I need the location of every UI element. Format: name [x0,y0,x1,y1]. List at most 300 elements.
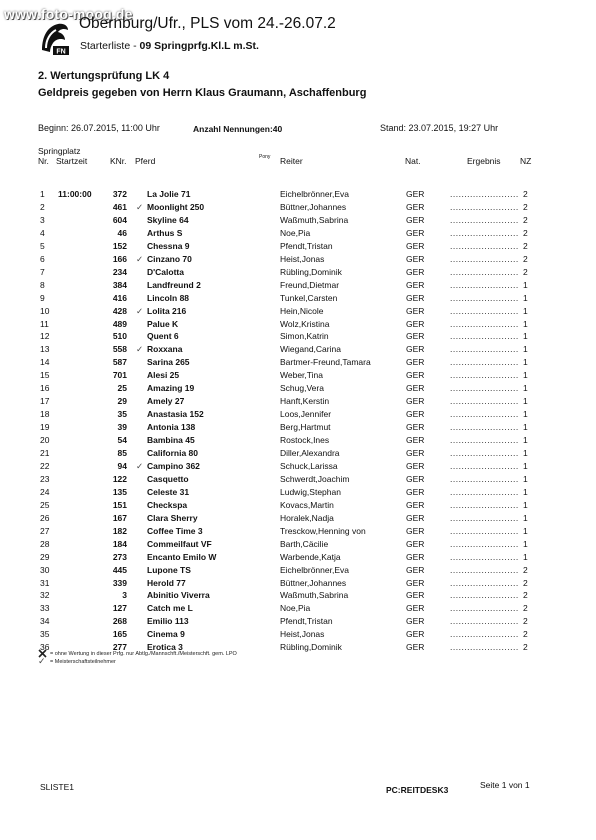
row-nz: 1 [523,357,528,368]
row-ergebnis: ........................ [450,486,519,497]
footer-pc-name: PC:REITDESK3 [386,785,449,795]
row-nat: GER [406,551,425,562]
entries-count: Anzahl Nennungen:40 [193,124,283,134]
row-rider: Freund,Dietmar [280,279,340,290]
row-horse: Catch me L [147,603,193,614]
row-horse: Alesi 25 [147,370,180,381]
row-nr: 1 [40,189,45,199]
row-rider: Eichelbrönner,Eva [280,189,349,199]
row-nz: 1 [523,318,528,329]
table-row [0,370,596,382]
row-rider: Hein,Nicole [280,305,324,316]
row-rider: Ludwig,Stephan [280,486,341,497]
legend-championship: = Meisterschaftsteilnehmer [50,659,116,665]
row-horse: Cinema 9 [147,629,185,640]
row-knr: 510 [112,331,127,342]
row-ergebnis: ........................ [450,629,519,640]
row-nz: 1 [523,499,528,510]
row-nr: 8 [40,279,45,290]
row-nat: GER [406,603,425,614]
row-nat: GER [406,435,425,446]
row-nz: 1 [523,331,528,342]
col-startzeit: Startzeit [56,156,88,166]
row-nz: 1 [523,551,528,562]
row-nat: GER [406,642,425,653]
row-nz: 2 [523,227,528,238]
row-ergebnis: ........................ [450,370,519,381]
row-ergebnis: ........................ [450,525,519,536]
row-nr: 11 [40,318,49,329]
row-knr: 701 [112,370,127,381]
row-rider: Pfendt,Tristan [280,616,333,627]
row-nat: GER [406,448,425,458]
venue-label: Springplatz [38,146,81,156]
row-knr: 54 [117,435,127,446]
table-row [0,513,596,525]
row-rider: Büttner,Johannes [280,201,347,212]
row-knr: 268 [112,616,127,627]
row-nr: 19 [40,422,50,433]
row-nr: 24 [40,486,50,497]
legend-no-rating: = ohne Wertung in dieser Prfg. nur Abtlg./Mannschft./Meisterschft. gem. LPO [50,651,237,657]
row-nat: GER [406,318,425,329]
subtitle-label: Starterliste - [80,40,137,52]
table-row [0,267,596,279]
page-title: Obernburg/Ufr., PLS vom 24.-26.07.2 [79,15,336,32]
row-nz: 1 [523,422,528,433]
row-nr: 27 [40,525,50,536]
row-knr: 184 [112,538,127,549]
row-knr: 46 [117,227,127,238]
row-horse: Campino 362 [147,460,200,471]
row-nz: 1 [523,370,528,381]
row-nr: 5 [40,240,45,251]
row-nr: 12 [40,331,50,342]
row-knr: 587 [112,357,127,368]
status-time: Stand: 23.07.2015, 19:27 Uhr [380,123,499,133]
col-pony: Pony [259,154,271,160]
row-nat: GER [406,512,425,523]
row-nr: 23 [40,473,50,484]
row-knr: 445 [112,564,127,575]
table-row [0,254,596,266]
row-nz: 1 [523,460,528,471]
row-rider: Bartmer-Freund,Tamara [280,357,371,368]
row-nat: GER [406,616,425,627]
row-rider: Rübling,Dominik [280,266,342,277]
row-knr: 152 [112,240,127,251]
row-knr: 489 [112,318,127,329]
row-nz: 1 [523,525,528,536]
row-knr: 122 [112,473,127,484]
row-rider: Tresckow,Henning von [280,525,366,536]
row-knr: 428 [112,305,127,316]
row-nr: 14 [40,357,50,368]
row-nr: 9 [40,292,45,303]
row-nz: 1 [523,538,528,549]
row-horse: Checkspa [147,499,188,510]
row-knr: 372 [112,189,127,199]
table-row [0,189,596,201]
row-knr: 234 [112,266,127,277]
row-rider: Rostock,Ines [280,435,330,446]
row-rider: Waßmuth,Sabrina [280,590,349,601]
row-rider: Berg,Hartmut [280,422,331,433]
table-row [0,629,596,641]
table-row [0,319,596,331]
row-rider: Eichelbrönner,Eva [280,564,349,575]
row-horse: Lolita 216 [147,305,187,316]
row-ergebnis: ........................ [450,253,519,264]
row-knr: 29 [117,396,127,407]
row-nr: 17 [40,396,50,407]
row-rider: Heist,Jonas [280,253,325,264]
row-nat: GER [406,189,425,199]
table-row [0,293,596,305]
row-nr: 32 [40,590,50,601]
row-nr: 2 [40,201,45,212]
row-horse: Anastasia 152 [147,409,204,420]
row-ergebnis: ........................ [450,331,519,342]
row-ergebnis: ........................ [450,448,519,458]
col-nr: Nr. [38,156,49,166]
row-nr: 20 [40,435,50,446]
row-knr: 182 [112,525,127,536]
row-nr: 35 [40,629,50,640]
row-ergebnis: ........................ [450,499,519,510]
row-horse: Landfreund 2 [147,279,201,290]
table-row [0,616,596,628]
col-pferd: Pferd [135,156,156,166]
row-nz: 1 [523,486,528,497]
row-championship-check-icon: ✓ [136,305,144,316]
row-rider: Schuck,Larissa [280,460,338,471]
table-row [0,590,596,602]
row-nr: 13 [40,344,50,355]
row-rider: Loos,Jennifer [280,409,332,420]
table-row [0,578,596,590]
row-rider: Wolz,Kristina [280,318,330,329]
row-nz: 2 [523,564,528,575]
table-row [0,396,596,408]
row-ergebnis: ........................ [450,616,519,627]
row-nr: 25 [40,499,50,510]
row-nat: GER [406,383,425,394]
row-nz: 2 [523,642,528,653]
row-rider: Diller,Alexandra [280,448,340,458]
row-nz: 1 [523,409,528,420]
row-nz: 1 [523,279,528,290]
row-horse: Emilio 113 [147,616,189,627]
watermark: www.foto-moog.de [4,6,133,22]
col-nz: NZ [520,156,532,166]
row-nat: GER [406,460,425,471]
row-horse: Moonlight 250 [147,201,205,212]
row-nr: 10 [40,305,50,316]
table-row [0,280,596,292]
row-horse: Skyline 64 [147,214,189,225]
row-ergebnis: ........................ [450,577,519,588]
row-horse: Lupone TS [147,564,191,575]
table-row [0,202,596,214]
logo-text: FN [56,48,66,56]
row-nat: GER [406,240,425,251]
row-nr: 22 [40,460,50,471]
footer-page-number: Seite 1 von 1 [480,780,530,790]
row-ergebnis: ........................ [450,305,519,316]
row-nz: 2 [523,603,528,614]
row-ergebnis: ........................ [450,279,519,290]
row-nz: 1 [523,512,528,523]
row-rider: Noe,Pia [280,227,311,238]
row-knr: 94 [117,460,127,471]
row-horse: Chessna 9 [147,240,190,251]
row-nr: 4 [40,227,45,238]
row-nz: 2 [523,214,528,225]
row-rider: Waßmuth,Sabrina [280,214,349,225]
row-rider: Weber,Tina [280,370,323,381]
row-nz: 2 [523,189,528,199]
row-rider: Wiegand,Carina [280,344,341,355]
row-nr: 16 [40,383,50,394]
row-nz: 2 [523,590,528,601]
row-horse: Cinzano 70 [147,253,192,264]
row-nr: 18 [40,409,50,420]
table-row [0,422,596,434]
table-row [0,228,596,240]
row-nz: 2 [523,201,528,212]
row-rider: Simon,Katrin [280,331,329,342]
table-row [0,435,596,447]
row-nat: GER [406,409,425,420]
row-knr: 273 [112,551,127,562]
row-ergebnis: ........................ [450,266,519,277]
row-horse: Roxxana [147,344,183,355]
row-nz: 2 [523,253,528,264]
row-nr: 31 [40,577,50,588]
row-nr: 7 [40,266,45,277]
row-horse: Antonia 138 [147,422,196,433]
row-ergebnis: ........................ [450,318,519,329]
row-knr: 3 [122,590,127,601]
row-ergebnis: ........................ [450,240,519,251]
row-nr: 3 [40,214,45,225]
row-nz: 1 [523,435,528,446]
row-nz: 1 [523,383,528,394]
row-ergebnis: ........................ [450,383,519,394]
row-ergebnis: ........................ [450,460,519,471]
row-horse: Amely 27 [147,396,185,407]
row-knr: 35 [117,409,127,420]
row-rider: Barth,Cäcilie [280,538,329,549]
row-knr: 461 [112,201,127,212]
table-row [0,344,596,356]
row-nr: 29 [40,551,50,562]
table-row [0,241,596,253]
championship-check-icon: ✓ [38,656,46,666]
row-knr: 127 [112,603,127,614]
competition-sponsor: Geldpreis gegeben von Herrn Klaus Graumann, Aschaffenburg [38,87,367,99]
col-ergebnis: Ergebnis [467,156,501,166]
row-nat: GER [406,473,425,484]
row-nat: GER [406,525,425,536]
row-horse: Celeste 31 [147,486,190,497]
col-nat: Nat. [405,156,421,166]
table-row [0,539,596,551]
table-row [0,565,596,577]
row-nr: 33 [40,603,50,614]
row-ergebnis: ........................ [450,538,519,549]
table-row [0,487,596,499]
row-nr: 26 [40,512,50,523]
table-row [0,448,596,460]
row-ergebnis: ........................ [450,435,519,446]
row-rider: Pfendt,Tristan [280,240,333,251]
row-ergebnis: ........................ [450,603,519,614]
row-nr: 36 [40,642,50,653]
row-horse: Clara Sherry [147,512,198,523]
row-championship-check-icon: ✓ [136,344,144,355]
table-row [0,500,596,512]
table-row [0,383,596,395]
row-nat: GER [406,564,425,575]
row-horse: Arthus S [147,227,183,238]
row-nz: 1 [523,473,528,484]
table-row [0,215,596,227]
row-ergebnis: ........................ [450,344,519,355]
row-nat: GER [406,629,425,640]
row-nat: GER [406,499,425,510]
col-knr: KNr. [110,156,127,166]
row-ergebnis: ........................ [450,473,519,484]
row-horse: Commeilfaut VF [147,538,212,549]
row-ergebnis: ........................ [450,396,519,407]
row-nr: 30 [40,564,50,575]
row-nz: 2 [523,266,528,277]
table-row [0,409,596,421]
row-knr: 85 [117,448,127,458]
row-ergebnis: ........................ [450,357,519,368]
table-row [0,357,596,369]
row-horse: Abinitio Viverra [147,590,210,601]
row-knr: 604 [112,214,127,225]
row-ergebnis: ........................ [450,292,519,303]
table-row [0,474,596,486]
row-nr: 34 [40,616,50,627]
row-ergebnis: ........................ [450,590,519,601]
row-nat: GER [406,396,425,407]
row-horse: Herold 77 [147,577,186,588]
row-nz: 2 [523,629,528,640]
row-knr: 25 [117,383,127,394]
row-ergebnis: ........................ [450,642,519,653]
subtitle-competition: 09 Springprfg.Kl.L m.St. [139,40,259,52]
row-ergebnis: ........................ [450,512,519,523]
row-nat: GER [406,253,425,264]
row-horse: Lincoln 88 [147,292,190,303]
row-horse: Palue K [147,318,179,329]
row-nat: GER [406,590,425,601]
row-nat: GER [406,577,425,588]
row-knr: 166 [112,253,127,264]
row-horse: D'Calotta [147,266,184,277]
row-nat: GER [406,292,425,303]
row-rider: Warbende,Katja [280,551,341,562]
row-nat: GER [406,357,425,368]
row-horse: Sarina 265 [147,357,190,368]
row-ergebnis: ........................ [450,409,519,420]
row-nat: GER [406,266,425,277]
row-startzeit: 11:00:00 [58,189,92,199]
row-nz: 2 [523,616,528,627]
row-rider: Tunkel,Carsten [280,292,338,303]
row-horse: Casquetto [147,473,189,484]
row-nz: 1 [523,448,528,458]
row-nz: 2 [523,240,528,251]
row-ergebnis: ........................ [450,214,519,225]
row-knr: 151 [112,499,127,510]
row-nr: 15 [40,370,50,381]
row-nat: GER [406,279,425,290]
row-rider: Büttner,Johannes [280,577,347,588]
table-row [0,526,596,538]
row-ergebnis: ........................ [450,227,519,238]
row-horse: Erotica 3 [147,642,183,653]
row-nr: 6 [40,253,45,264]
page-subtitle [80,40,259,52]
row-ergebnis: ........................ [450,564,519,575]
row-horse: Encanto Emilo W [147,551,217,562]
row-rider: Schwerdt,Joachim [280,473,350,484]
table-row [0,552,596,564]
row-horse: Bambina 45 [147,435,195,446]
row-knr: 277 [112,642,127,653]
table-row [0,331,596,343]
row-knr: 165 [112,629,127,640]
row-horse: La Jolie 71 [147,189,191,199]
table-row [0,603,596,615]
row-knr: 384 [112,279,127,290]
row-ergebnis: ........................ [450,189,519,199]
row-nr: 28 [40,538,50,549]
row-knr: 39 [117,422,127,433]
row-nz: 1 [523,344,528,355]
row-championship-check-icon: ✓ [136,201,144,212]
row-knr: 416 [112,292,127,303]
row-championship-check-icon: ✓ [136,460,144,471]
row-nat: GER [406,486,425,497]
col-reiter: Reiter [280,156,303,166]
row-ergebnis: ........................ [450,201,519,212]
row-championship-check-icon: ✓ [136,253,144,264]
competition-name: 2. Wertungsprüfung LK 4 [38,70,170,82]
row-rider: Rübling,Dominik [280,642,342,653]
row-rider: Hanft,Kerstin [280,396,330,407]
row-nat: GER [406,305,425,316]
row-nat: GER [406,538,425,549]
fn-horse-logo-icon [38,18,72,56]
row-knr: 339 [112,577,127,588]
row-nat: GER [406,422,425,433]
row-nz: 2 [523,577,528,588]
row-rider: Noe,Pia [280,603,311,614]
row-nr: 21 [40,448,50,458]
row-nat: GER [406,227,425,238]
row-horse: Coffee Time 3 [147,525,203,536]
row-nz: 1 [523,305,528,316]
row-nat: GER [406,201,425,212]
table-row [0,306,596,318]
